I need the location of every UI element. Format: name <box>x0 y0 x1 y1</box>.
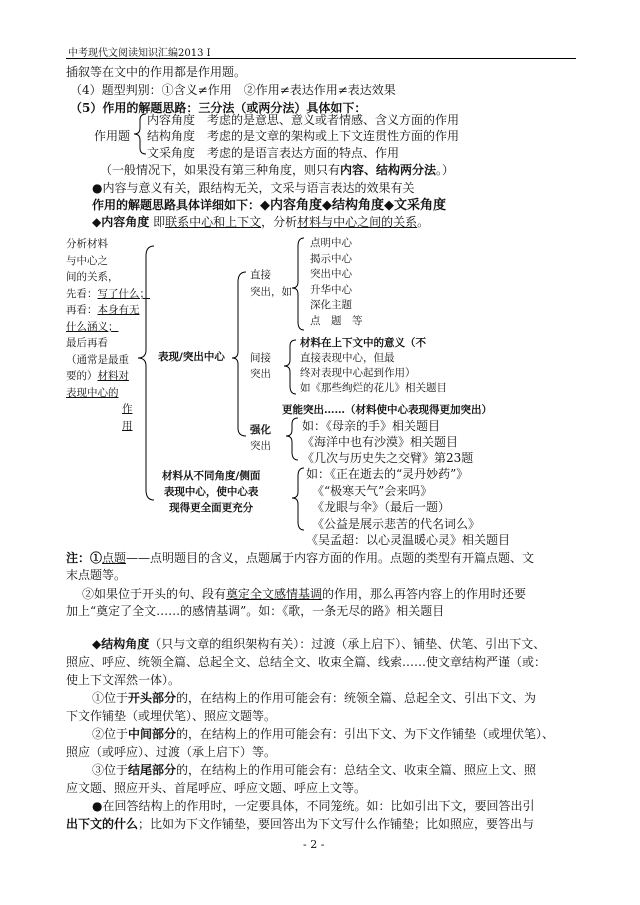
structure-ending-cont: 应文题、照应开头、首尾呼应、呼应文题、呼应上文等。 <box>66 781 367 795</box>
brace-label: 作用题 <box>94 129 131 143</box>
intro-line: 插叙等在文中的作用都是作用题。 <box>66 65 247 79</box>
main-node-highlight-center: 表现/突出中心 <box>158 351 225 363</box>
page-number: - 2 - <box>303 838 325 851</box>
running-header: 中考现代文阅读知识汇编2013 I <box>68 48 211 59</box>
structure-line2: 照应、呼应、统领全篇、总起全文、总结全文、收束全篇、线索……使文章结构严谨（或： <box>66 655 547 669</box>
note-1-cont: 末点题等。 <box>66 568 127 582</box>
indirect-label: 间接 <box>250 352 271 364</box>
diagram-side-note: 分析材料 与中心之 间的关系， 先看：写了什么； 再看：本身有无 什么涵义； 最后再看 （通常是最重 要的）材料对 表现中心的 作 用 <box>66 238 150 432</box>
item-question-type: （4）题型判别：①含义≠作用 ②作用≠表达作用≠表达效果 <box>70 83 396 97</box>
detail-heading: 作用的解题思路具体详细如下：◆内容角度◆结构角度◆文采角度 <box>92 198 447 213</box>
item-approach: （5）作用的解题思路：三分法（或两分法）具体如下： <box>70 101 367 115</box>
bullet-relation: ●内容与意义有关，跟结构无关，文采与语言表达的效果有关 <box>92 181 415 195</box>
structure-answer-tip-cont: 出下文的什么；比如为下文作铺垫，要回答出为下文写什么作铺垫；比如照应，要答出与 <box>66 817 535 831</box>
strengthen-sub: 突出 <box>250 440 271 452</box>
note-1: 注：①点题——点明题目的含义，点题属于内容方面的作用。点题的类型有开篇点题、文 <box>66 551 535 565</box>
structure-ending: ③位于结尾部分的，在结构上的作用可能会有：总结全文、收束全篇、照应上文、照 <box>92 763 537 777</box>
structure-middle: ②位于中间部分的，在结构上的作用可能会有：引出下文、为下文作铺垫（或埋伏笔）、 <box>92 727 555 741</box>
direct-sub: 突出，如 <box>250 286 292 298</box>
indirect-sub: 突出 <box>250 368 271 380</box>
structure-middle-cont: 照应（或呼应）、过渡（承上启下）等。 <box>66 745 277 759</box>
strengthen-items: 如：《母亲的手》相关题目 《海洋中也有沙漠》相关题目 《几次与历史失之交臂》第23题 <box>302 419 474 465</box>
strengthen-label: 强化 <box>250 424 271 436</box>
direct-label: 直接 <box>250 269 271 281</box>
two-way-note: （一般情况下，如果没有第三种角度，则只有内容、结构两分法。） <box>100 163 455 177</box>
direct-items: 点明中心 揭示中心 突出中心 升华中心 深化主题 点 题 等 <box>310 237 363 327</box>
angle-items: 如：《正在逝去的“灵丹妙药”》 《“极寒天气”会来吗》 《龙眼与伞》（最后一题） 《公益是展示悲苦的代名词么》 《吴孟超：以心灵温暖心灵》相关题目 <box>306 467 511 547</box>
structure-heading: ◆结构角度（只与文章的组织架构有关）：过渡（承上启下）、铺垫、伏笔、引出下文、 <box>92 637 546 651</box>
angle-node: 材料从不同角度/侧面 表现中心，使中心表 现得更全面更充分 <box>162 470 261 514</box>
note-2-cont: 加上“奠定了全文……的感情基调”。如：《歌，一条无尽的路》相关题目 <box>66 604 445 618</box>
structure-answer-tip: ●在回答结构上的作用时，一定要具体，不同笼统。如：比如引出下文，要回答出引 <box>92 799 535 813</box>
note-2: ②如果位于开头的句、段有奠定全文感情基调的作用，那么再答内容上的作用时还要 <box>82 587 527 601</box>
angle-style: 文采角度 考虑的是语言表达方面的特点、作用 <box>147 146 400 160</box>
structure-opening-cont: 下文作铺垫（或埋伏笔）、照应文题等。 <box>66 709 277 723</box>
angle-content: 内容角度 考虑的是意思、意义或者情感、含义方面的作用 <box>147 113 460 127</box>
content-angle-line: ◆内容角度 即联系中心和上下文，分析材料与中心之间的关系。 <box>92 215 430 229</box>
angle-structure: 结构角度 考虑的是文章的架构或上下文连贯性方面的作用 <box>147 129 460 143</box>
indirect-items: 材料在上下文中的意义（不 直接表现中心，但最 终对表现中心起到作用） 如《那些绚烂的花儿》相关题目 <box>300 337 447 394</box>
strengthen-head: 更能突出……（材料使中心表现得更加突出） <box>282 404 492 416</box>
structure-opening: ①位于开头部分的，在结构上的作用可能会有：统领全篇、总起全文、引出下文、为 <box>92 691 537 705</box>
structure-line3: 使上下文浑然一体）。 <box>66 673 181 687</box>
